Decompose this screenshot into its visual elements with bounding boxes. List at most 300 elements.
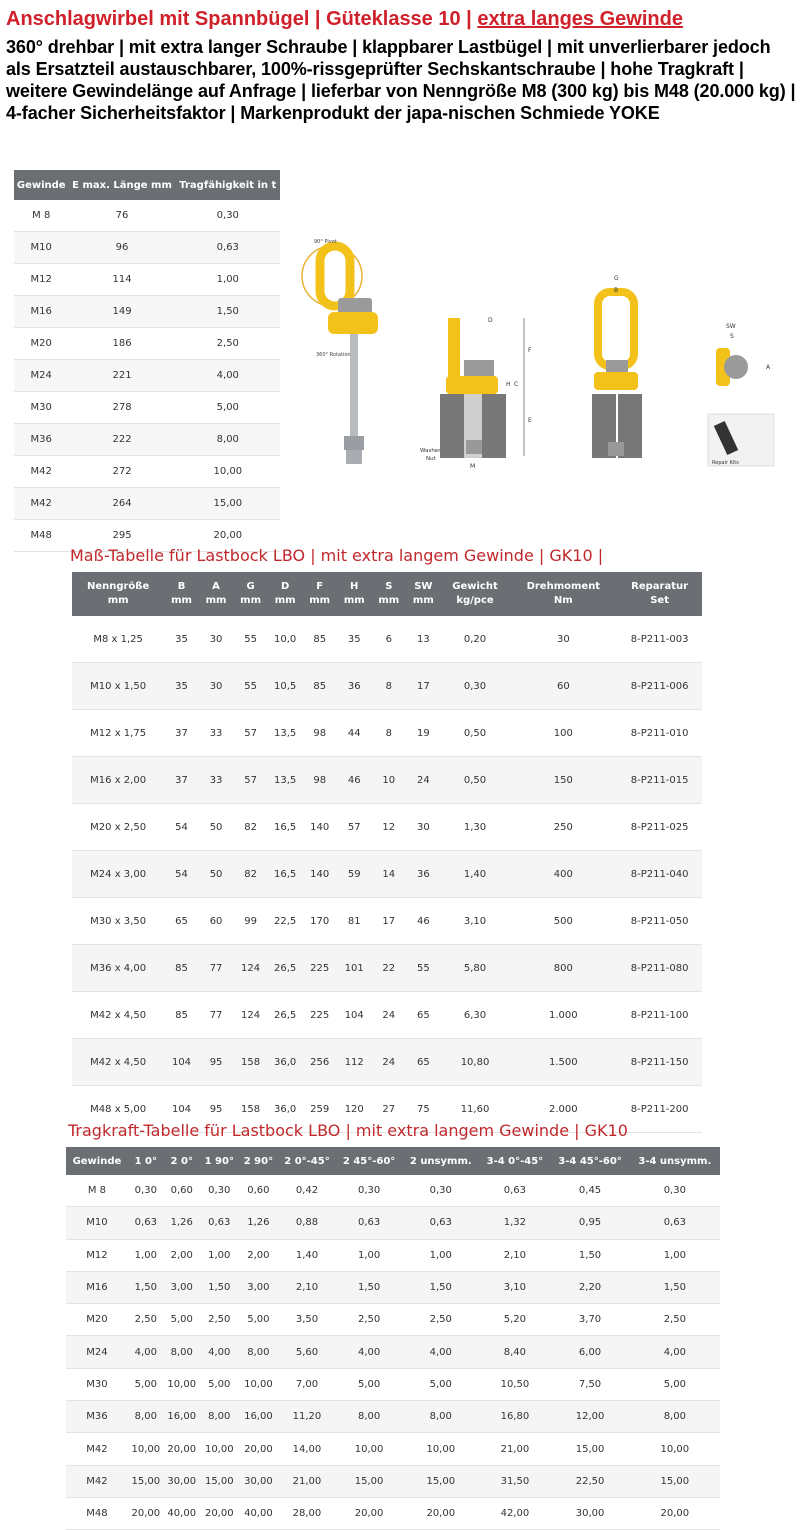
table-cell: 0,50 [441,710,510,757]
table-cell: 278 [68,392,175,424]
table-cell: 55 [406,945,441,992]
table-cell: 221 [68,360,175,392]
table-load-capacity [66,1147,720,1530]
table-cell: M20 [14,328,68,360]
column-header-line: mm [205,595,227,606]
side-drawing [420,317,532,470]
table-cell: 0,50 [441,757,510,804]
column-header: 2 0°-45° [278,1147,336,1175]
table-thread-length [14,170,280,552]
table-row [14,328,280,360]
table-cell: 0,95 [550,1207,629,1239]
table-cell: 30 [199,616,234,663]
table-cell: 8,00 [200,1401,239,1433]
table-cell: 8-P211-003 [617,616,702,663]
table-header-row [66,1147,720,1175]
table-cell: 55 [233,663,268,710]
table-cell: 1,26 [164,1207,200,1239]
table-row [72,1039,702,1086]
label-nut: Nut [426,456,436,462]
table-cell: 7,50 [550,1368,629,1400]
table-dimensions [72,572,702,1133]
table-row [14,456,280,488]
table-cell: 1,50 [176,296,280,328]
column-header: 1 0° [128,1147,164,1175]
table-cell: 20,00 [128,1497,164,1529]
table-cell: 8-P211-050 [617,898,702,945]
table-row [66,1207,720,1239]
table-cell: 15,00 [550,1433,629,1465]
table-row [66,1304,720,1336]
table-cell: 140 [302,851,337,898]
column-header-line: A [212,581,220,592]
table-cell: M10 [66,1207,128,1239]
table-row [66,1401,720,1433]
table-cell: 8-P211-150 [617,1039,702,1086]
table-cell: 75 [406,1086,441,1133]
table-cell: 4,00 [336,1336,402,1368]
column-header-line: kg/pce [456,595,494,606]
table-cell: 140 [302,804,337,851]
table-cell: 35 [164,663,199,710]
table-cell: 37 [164,710,199,757]
table-cell: 1,50 [630,1271,720,1303]
column-header: 2 90° [239,1147,278,1175]
table-cell: 3,10 [441,898,510,945]
table-cell: M24 [14,360,68,392]
table-cell: 30 [406,804,441,851]
table-cell: 1,32 [479,1207,550,1239]
table-cell: 85 [302,616,337,663]
column-header-line: F [316,581,324,592]
table-cell: 10,80 [441,1039,510,1086]
column-header-line: H [350,581,359,592]
table-cell: M 8 [66,1175,128,1207]
table-cell: 15,00 [336,1465,402,1497]
table-cell: 2,50 [200,1304,239,1336]
table-cell: M12 [14,264,68,296]
table-cell: 8-P211-015 [617,757,702,804]
label-d: D [488,317,493,324]
table-cell: 186 [68,328,175,360]
table-cell: 40,00 [164,1497,200,1529]
table-cell: 8,00 [164,1336,200,1368]
table-cell: M16 [66,1271,128,1303]
table-cell: 8,00 [128,1401,164,1433]
table-cell: 5,80 [441,945,510,992]
table-cell: 8-P211-010 [617,710,702,757]
table-cell: 15,00 [402,1465,479,1497]
table-cell: 1,50 [336,1271,402,1303]
column-header: 2 45°-60° [336,1147,402,1175]
table-cell: 22,5 [268,898,303,945]
column-header-line: S [385,581,393,592]
table-cell: 5,00 [176,392,280,424]
table-cell: 8-P211-100 [617,992,702,1039]
table-cell: 222 [68,424,175,456]
table-cell: M12 x 1,75 [72,710,164,757]
table-cell: 8-P211-006 [617,663,702,710]
table-cell: 24 [372,992,407,1039]
table-cell: M16 x 2,00 [72,757,164,804]
table-cell: M30 [66,1368,128,1400]
table-cell: 59 [337,851,372,898]
table-cell: 1,00 [200,1239,239,1271]
table-cell: 16,00 [239,1401,278,1433]
table-cell: M 8 [14,200,68,232]
table-cell: 30,00 [550,1497,629,1529]
column-header-line: SW [414,581,433,592]
column-header: E max. Länge mm [68,170,175,200]
table-cell: M42 x 4,50 [72,992,164,1039]
column-header: Tragfähigkeit in t [176,170,280,200]
table-cell: 1,00 [336,1239,402,1271]
table-cell: 0,63 [402,1207,479,1239]
product-drawings [284,236,794,496]
table-cell: 20,00 [239,1433,278,1465]
table-cell: 8-P211-040 [617,851,702,898]
table-cell: 4,00 [128,1336,164,1368]
column-header [233,572,268,616]
column-header-line: Nenngröße [86,581,150,592]
column-header: 2 unsymm. [402,1147,479,1175]
column-header-line: mm [274,595,296,606]
table-cell: 57 [233,757,268,804]
table-cell: 27 [372,1086,407,1133]
table-cell: 16,5 [268,804,303,851]
column-header-line: mm [309,595,331,606]
table-cell: 0,30 [128,1175,164,1207]
table-cell: 6,30 [441,992,510,1039]
table-cell: 42,00 [479,1497,550,1529]
column-header-line: mm [107,595,129,606]
table-cell: 44 [337,710,372,757]
table-cell: 4,00 [402,1336,479,1368]
table-cell: 0,30 [441,663,510,710]
table-cell: 10 [372,757,407,804]
table-cell: 124 [233,945,268,992]
column-header-line: Set [650,595,669,606]
table-cell: 36,0 [268,1086,303,1133]
table-cell: 10,00 [630,1433,720,1465]
label-washer: Washer [420,448,441,454]
top-view-drawing [708,323,774,466]
table-row [14,488,280,520]
table-cell: 1,50 [550,1239,629,1271]
table-cell: 40,00 [239,1497,278,1529]
table-cell: 0,30 [200,1175,239,1207]
table-cell: 21,00 [479,1433,550,1465]
table-cell: 150 [509,757,617,804]
table-cell: 82 [233,804,268,851]
column-header [509,572,617,616]
column-header: 1 90° [200,1147,239,1175]
table-row [66,1497,720,1529]
table-row [66,1336,720,1368]
table-cell: 50 [199,804,234,851]
table-cell: 0,30 [402,1175,479,1207]
column-header [268,572,303,616]
table-row [14,392,280,424]
table-cell: 98 [302,757,337,804]
table-cell: 85 [164,992,199,1039]
table-cell: 15,00 [200,1465,239,1497]
table-cell: 112 [337,1039,372,1086]
table-cell: 85 [164,945,199,992]
column-header-line: G [246,581,255,592]
table-cell: 50 [199,851,234,898]
table-cell: 0,30 [176,200,280,232]
table-cell: 100 [509,710,617,757]
table-cell: 85 [302,663,337,710]
table-cell: 14 [372,851,407,898]
column-header-line: B [177,581,186,592]
table-row [66,1465,720,1497]
table-cell: 101 [337,945,372,992]
table-cell: 2,50 [630,1304,720,1336]
table-cell: 54 [164,804,199,851]
table-cell: 6 [372,616,407,663]
table-cell: 8,00 [176,424,280,456]
table-cell: M24 [66,1336,128,1368]
table-cell: 2,50 [336,1304,402,1336]
table-cell: M12 [66,1239,128,1271]
table-cell: 5,00 [239,1304,278,1336]
table-cell: 36 [406,851,441,898]
table-cell: 295 [68,520,175,552]
table-cell: 77 [199,945,234,992]
column-header-line: mm [412,595,434,606]
table-cell: 104 [164,1039,199,1086]
table-cell: 33 [199,710,234,757]
table-cell: 1,50 [200,1271,239,1303]
label-f: F [528,347,532,354]
label-b: B [614,287,619,294]
table-cell: 20,00 [336,1497,402,1529]
table-cell: M42 [66,1465,128,1497]
table-cell: 95 [199,1039,234,1086]
table-cell: 76 [68,200,175,232]
table-cell: 104 [164,1086,199,1133]
column-header-line: mm [240,595,262,606]
table-cell: 12 [372,804,407,851]
table-cell: 30 [199,663,234,710]
label-s: S [730,333,734,340]
table-cell: 0,30 [630,1175,720,1207]
table-cell: 13 [406,616,441,663]
table-cell: 10,00 [402,1433,479,1465]
table-cell: 2,50 [128,1304,164,1336]
table-cell: 1,40 [278,1239,336,1271]
table-cell: 4,00 [200,1336,239,1368]
column-header [372,572,407,616]
table-cell: 5,00 [128,1368,164,1400]
column-header-line: D [280,581,290,592]
table-cell: 1,26 [239,1207,278,1239]
column-header [164,572,199,616]
table-row [72,804,702,851]
table-cell: 8-P211-080 [617,945,702,992]
column-header [441,572,510,616]
table-cell: 3,00 [164,1271,200,1303]
table-cell: 250 [509,804,617,851]
table-cell: M48 x 5,00 [72,1086,164,1133]
table-cell: 3,00 [239,1271,278,1303]
table-cell: 65 [406,992,441,1039]
table-cell: 1,00 [630,1239,720,1271]
table-cell: 8,00 [239,1336,278,1368]
label-h: H [506,381,511,388]
table-cell: 2,50 [176,328,280,360]
table-row [72,945,702,992]
label-rotation: 360° Rotation [316,352,351,358]
table-cell: 57 [337,804,372,851]
table-cell: M30 x 3,50 [72,898,164,945]
table-cell: 36 [337,663,372,710]
table-cell: 10,00 [128,1433,164,1465]
table-cell: 1,00 [128,1239,164,1271]
table-cell: 22 [372,945,407,992]
table-cell: 0,63 [336,1207,402,1239]
table-cell: 12,00 [550,1401,629,1433]
table-cell: 1,40 [441,851,510,898]
table-cell: 26,5 [268,992,303,1039]
table-cell: 15,00 [630,1465,720,1497]
table-cell: 0,63 [176,232,280,264]
table-cell: 8,00 [402,1401,479,1433]
table-cell: 10,00 [200,1433,239,1465]
column-header-line: mm [343,595,365,606]
table-cell: 5,00 [336,1368,402,1400]
label-repair: Repair Kits [712,460,739,466]
table-cell: 114 [68,264,175,296]
table-cell: M20 x 2,50 [72,804,164,851]
table-cell: 98 [302,710,337,757]
table-row [14,424,280,456]
table-cell: 20,00 [164,1433,200,1465]
table-cell: 19 [406,710,441,757]
table-cell: 2,10 [479,1239,550,1271]
table-cell: 3,10 [479,1271,550,1303]
table-cell: 20,00 [402,1497,479,1529]
table-cell: 60 [199,898,234,945]
table-cell: 10,00 [164,1368,200,1400]
table-row [66,1433,720,1465]
table-cell: 0,63 [479,1175,550,1207]
table-cell: 5,00 [200,1368,239,1400]
table-cell: 36,0 [268,1039,303,1086]
column-header [406,572,441,616]
table-cell: 8 [372,710,407,757]
table-cell: 1,50 [128,1271,164,1303]
table-cell: M42 x 4,50 [72,1039,164,1086]
label-e: E [528,417,532,424]
table-cell: 0,30 [336,1175,402,1207]
table-cell: 13,5 [268,757,303,804]
table-cell: 2,00 [164,1239,200,1271]
table-cell: M42 [66,1433,128,1465]
table-cell: 800 [509,945,617,992]
column-header: 3-4 unsymm. [630,1147,720,1175]
front-drawing [592,275,642,458]
table-cell: 16,5 [268,851,303,898]
table-cell: 8-P211-200 [617,1086,702,1133]
table-cell: 6,00 [550,1336,629,1368]
table-cell: 65 [164,898,199,945]
table-row [14,360,280,392]
table-cell: 54 [164,851,199,898]
table-cell: 2,10 [278,1271,336,1303]
product-images [284,236,794,496]
table-cell: 31,50 [479,1465,550,1497]
section-title-load-capacity: Tragkraft-Tabelle für Lastbock LBO | mit extra langem Gewinde | GK10 [68,1121,628,1140]
table-cell: M42 [14,488,68,520]
table-cell: 158 [233,1039,268,1086]
table-cell: 55 [233,616,268,663]
table-cell: 33 [199,757,234,804]
table-cell: 2,00 [239,1239,278,1271]
table-row [72,992,702,1039]
table-cell: 20,00 [630,1497,720,1529]
table-cell: 22,50 [550,1465,629,1497]
table-cell: 2.000 [509,1086,617,1133]
table-cell: 10,00 [176,456,280,488]
table-cell: 30 [509,616,617,663]
product-description: 360° drehbar | mit extra langer Schraube | klappbarer Lastbügel | mit unverlierbarer jedoch als Ersatzteil austauschbarer, 100%-rissgeprüfter Sechskantschraube | hohe Tragkraft | weitere Gewindelänge auf Anfrage | lieferbar von Nenngröße M8 (300 kg) bis M48 (20.000 kg) | 4-facher Sicherheitsfaktor | Markenprodukt der japa-nischen Schmiede YOKE [6,37,796,123]
table-cell: 0,63 [200,1207,239,1239]
table-cell: 2,20 [550,1271,629,1303]
table-cell: 8,00 [336,1401,402,1433]
table-cell: M36 [66,1401,128,1433]
table-cell: 500 [509,898,617,945]
table-cell: 1.000 [509,992,617,1039]
column-header [337,572,372,616]
table-cell: 60 [509,663,617,710]
table-row [72,898,702,945]
table-row [72,757,702,804]
table-cell: M36 [14,424,68,456]
table-cell: M10 [14,232,68,264]
table-cell: 400 [509,851,617,898]
table-cell: 20,00 [200,1497,239,1529]
table-cell: M48 [66,1497,128,1529]
table-cell: 17 [372,898,407,945]
table-cell: 1,00 [176,264,280,296]
table-cell: 24 [372,1039,407,1086]
table-cell: 4,00 [176,360,280,392]
table-cell: 120 [337,1086,372,1133]
table-cell: 5,60 [278,1336,336,1368]
table-cell: 272 [68,456,175,488]
table-cell: 149 [68,296,175,328]
label-m: M [470,463,476,470]
column-header-line: Reparatur [631,581,689,592]
table-cell: 0,88 [278,1207,336,1239]
column-header [199,572,234,616]
table-cell: 8,40 [479,1336,550,1368]
table-cell: 77 [199,992,234,1039]
table-cell: 95 [199,1086,234,1133]
table-cell: 81 [337,898,372,945]
label-c: C [514,381,519,388]
table-cell: 21,00 [278,1465,336,1497]
table-cell: 158 [233,1086,268,1133]
table-cell: 96 [68,232,175,264]
table-cell: 8-P211-025 [617,804,702,851]
table-cell: 28,00 [278,1497,336,1529]
table-cell: 15,00 [128,1465,164,1497]
table-cell: 5,00 [164,1304,200,1336]
